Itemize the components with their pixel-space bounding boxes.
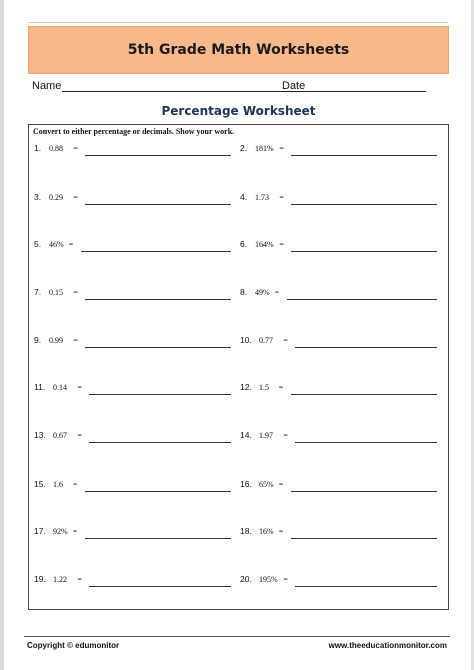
equals-sign: =	[77, 431, 82, 440]
footer-rule	[24, 636, 450, 637]
problem-number: 9.	[34, 335, 42, 345]
problem-value: 1.97	[259, 431, 273, 440]
equals-sign: =	[278, 527, 284, 536]
answer-line[interactable]	[295, 586, 437, 587]
equals-sign: =	[279, 193, 284, 202]
problem-number: 15.	[34, 479, 46, 489]
answer-line[interactable]	[81, 251, 231, 252]
answer-line[interactable]	[89, 586, 231, 587]
problem-number: 2.	[240, 143, 248, 153]
problem-item	[240, 526, 437, 540]
problem-number: 14.	[240, 430, 252, 440]
equals-sign: =	[72, 480, 78, 489]
equals-sign: =	[73, 336, 78, 345]
problem-item	[34, 143, 231, 157]
answer-line[interactable]	[291, 251, 437, 252]
problem-number: 19.	[34, 574, 46, 584]
equals-sign: =	[278, 383, 284, 392]
answer-line[interactable]	[85, 155, 231, 156]
copyright-text: Copyright © edumonitor	[27, 641, 120, 650]
problem-item	[240, 335, 437, 349]
problem-number: 11.	[34, 382, 46, 392]
name-label: Name	[32, 80, 62, 92]
problem-item	[240, 192, 437, 206]
answer-line[interactable]	[295, 347, 437, 348]
problem-item	[34, 382, 231, 396]
problem-value: 181%	[255, 144, 274, 153]
problem-item	[34, 287, 231, 301]
date-field-line[interactable]	[310, 91, 426, 92]
title-banner	[28, 26, 449, 74]
problem-number: 6.	[240, 239, 248, 249]
answer-line[interactable]	[85, 204, 231, 205]
problem-number: 4.	[240, 192, 248, 202]
equals-sign: =	[279, 144, 284, 153]
equals-sign: =	[77, 575, 82, 584]
problem-value: 0.67	[53, 431, 67, 440]
problem-value: 65%	[259, 480, 274, 489]
problem-value: 0.88	[49, 144, 63, 153]
equals-sign: =	[68, 240, 74, 249]
name-field-line[interactable]	[62, 91, 310, 92]
equals-sign: =	[283, 431, 288, 440]
problem-value: 164%	[255, 240, 274, 249]
equals-sign: =	[73, 193, 78, 202]
equals-sign: =	[274, 288, 280, 297]
answer-line[interactable]	[295, 442, 437, 443]
problem-item	[34, 239, 231, 253]
problem-item	[34, 479, 231, 493]
answer-line[interactable]	[291, 155, 437, 156]
answer-line[interactable]	[89, 394, 231, 395]
problem-value: 1.6	[53, 480, 63, 489]
problem-number: 18.	[240, 526, 252, 536]
problem-number: 16.	[240, 479, 252, 489]
problem-number: 1.	[34, 143, 42, 153]
problem-number: 13.	[34, 430, 46, 440]
problem-number: 8.	[240, 287, 248, 297]
name-date-row	[32, 80, 432, 96]
problem-item	[34, 526, 231, 540]
problem-value: 195%	[259, 575, 278, 584]
problem-value: 46%	[49, 240, 64, 249]
problem-value: 0.15	[49, 288, 63, 297]
equals-sign: =	[72, 527, 78, 536]
problem-item	[34, 574, 231, 588]
equals-sign: =	[283, 336, 288, 345]
problem-value: 1.5	[259, 383, 269, 392]
problem-number: 17.	[34, 526, 46, 536]
problem-value: 1.73	[255, 193, 269, 202]
answer-line[interactable]	[291, 204, 437, 205]
equals-sign: =	[73, 288, 78, 297]
problem-value: 0.77	[259, 336, 273, 345]
problem-value: 16%	[259, 527, 274, 536]
problem-item	[240, 287, 437, 301]
answer-line[interactable]	[85, 538, 231, 539]
equals-sign: =	[77, 383, 82, 392]
worksheet-title: Percentage Worksheet	[161, 104, 316, 118]
top-rule	[28, 22, 448, 23]
answer-line[interactable]	[291, 538, 437, 539]
problem-value: 0.29	[49, 193, 63, 202]
answer-line[interactable]	[287, 299, 437, 300]
problem-item	[34, 192, 231, 206]
answer-line[interactable]	[85, 347, 231, 348]
answer-line[interactable]	[85, 299, 231, 300]
website-text: www.theeducationmonitor.com	[328, 641, 447, 650]
answer-line[interactable]	[89, 442, 231, 443]
problem-item	[240, 382, 437, 396]
problem-number: 5.	[34, 239, 42, 249]
date-label: Date	[282, 80, 306, 92]
equals-sign: =	[279, 240, 284, 249]
problem-item	[34, 335, 231, 349]
problem-number: 10.	[240, 335, 252, 345]
problem-item	[240, 143, 437, 157]
answer-line[interactable]	[291, 394, 437, 395]
problem-value: 92%	[53, 527, 68, 536]
problem-item	[34, 430, 231, 444]
answer-line[interactable]	[291, 491, 437, 492]
answer-line[interactable]	[85, 491, 231, 492]
equals-sign: =	[73, 144, 78, 153]
problem-number: 3.	[34, 192, 42, 202]
problem-value: 0.99	[49, 336, 63, 345]
problem-item	[240, 479, 437, 493]
problem-value: 0.14	[53, 383, 67, 392]
instructions-text: Convert to either percentage or decimals. Show your work.	[33, 127, 235, 136]
problem-number: 7.	[34, 287, 42, 297]
problem-value: 1.22	[53, 575, 67, 584]
page-title: 5th Grade Math Worksheets	[127, 42, 350, 58]
problem-number: 12.	[240, 382, 252, 392]
problem-number: 20.	[240, 574, 252, 584]
problem-value: 49%	[255, 288, 270, 297]
equals-sign: =	[283, 575, 288, 584]
page-shadow-left	[0, 0, 4, 670]
problem-item	[240, 430, 437, 444]
problem-item	[240, 239, 437, 253]
problem-item	[240, 574, 437, 588]
equals-sign: =	[278, 480, 284, 489]
